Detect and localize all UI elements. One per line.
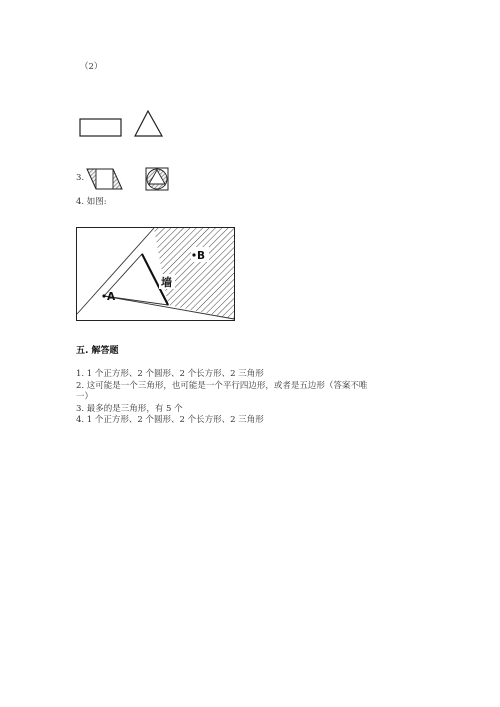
rectangle-shape xyxy=(80,119,121,136)
answer-3: 3. 最多的是三角形，有 5 个 xyxy=(76,403,183,414)
answer-list xyxy=(76,369,416,427)
answer-1: 1. 1 个正方形、2 个圆形、2 个长方形、2 三角形 xyxy=(76,369,264,379)
answer-4: 4. 1 个正方形、2 个圆形、2 个长方形、2 三角形 xyxy=(76,415,264,425)
triangle-shape xyxy=(135,111,162,136)
wall-diagram xyxy=(76,227,238,323)
parallelogram-figure xyxy=(87,169,122,189)
wall-label: 墙 xyxy=(161,276,172,289)
question-4-label: 4. 如图: xyxy=(76,197,107,207)
point-a-label: A xyxy=(107,291,116,303)
point-a-dot xyxy=(102,294,105,297)
point-b-label: B xyxy=(197,250,206,262)
square-circle-triangle-figure xyxy=(146,168,168,190)
shapes-figure-2 xyxy=(78,108,168,140)
section-5-title: 五. 解答题 xyxy=(76,346,119,356)
question-3-label: 3. xyxy=(76,173,85,183)
shapes-figure-3 xyxy=(84,165,174,193)
question-2-label: （2） xyxy=(80,62,103,72)
point-b-dot xyxy=(192,253,195,256)
answer-2: 2. 这可能是一个三角形，也可能是一个平行四边形，或者是五边形（答案不唯 xyxy=(76,380,368,391)
answer-2-continued: 一） xyxy=(76,392,94,402)
